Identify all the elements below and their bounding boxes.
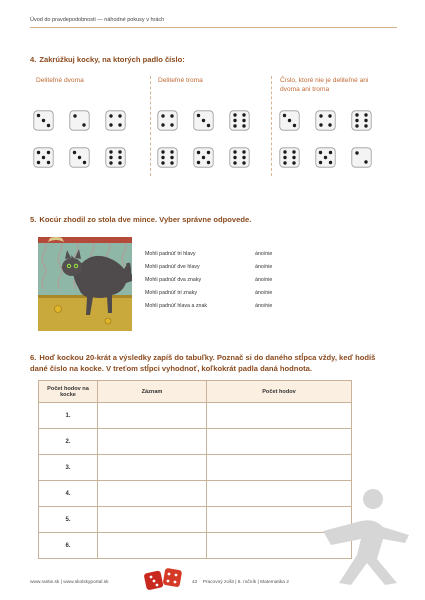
die-face-4[interactable] [157,110,178,131]
row-number: 4. [39,481,98,507]
die-face-4[interactable] [105,110,126,131]
task-6-instruction: Hoď kockou 20-krát a výsledky zapíš do tabuľky. Poznač si do daného stĺpca vždy, keď hodíš dané číslo na kocke. V treťom stĺpci vyhodnoť, koľkokrát padla daná hodnota. [30,353,376,373]
record-cell[interactable] [98,507,207,533]
die-face-6[interactable] [279,147,300,168]
die-face-3[interactable] [69,147,90,168]
row-number: 2. [39,429,98,455]
header-divider [30,27,397,28]
record-cell[interactable] [98,455,207,481]
footer-publication: Pracovný zošit | 6. ročník | Matematika 2 [202,580,289,585]
task-6-title [30,352,392,374]
record-cell[interactable] [98,429,207,455]
die-face-6[interactable] [229,110,250,131]
record-cell[interactable] [98,481,207,507]
statement-5: Mohli padnúť hlava a znak [145,303,208,309]
table-row [39,455,352,481]
answer-choice-3[interactable]: áno/nie [255,277,273,283]
row-number: 1. [39,403,98,429]
column-divider [150,76,151,176]
footer-websites: www.rastie.sk | www.skolskyportal.sk [30,580,109,585]
die-face-5[interactable] [315,147,336,168]
table-row [39,481,352,507]
record-cell[interactable] [98,403,207,429]
die-face-5[interactable] [193,147,214,168]
die-face-3[interactable] [193,110,214,131]
task-4-number: 4. [30,55,37,64]
answer-choice-5[interactable]: áno/nie [255,303,273,309]
die-face-2[interactable] [69,110,90,131]
dice-results-table [38,380,352,559]
statement-1: Mohli padnúť tri hlavy [145,251,196,257]
red-dice-icon [143,566,185,592]
die-face-6[interactable] [157,147,178,168]
answer-choice-1[interactable]: áno/nie [255,251,273,257]
task-5-instruction: Kocúr zhodil zo stola dve mince. Vyber správne odpovede. [39,215,252,224]
row-number: 3. [39,455,98,481]
statement-4: Mohli padnúť tri znaky [145,290,198,296]
task-4-instruction: Zakrúžkuj kocky, na ktorých padlo číslo: [39,55,185,64]
die-face-6[interactable] [229,147,250,168]
statement-3: Mohli padnúť dva znaky [145,277,202,283]
table-header-row [39,381,352,403]
die-face-4[interactable] [315,110,336,131]
record-cell[interactable] [98,533,207,559]
die-face-6[interactable] [351,110,372,131]
task-6-number: 6. [30,353,37,362]
die-face-2[interactable] [351,147,372,168]
statement-2: Mohli padnúť dve hlavy [145,264,200,270]
task-5-number: 5. [30,215,37,224]
count-cell[interactable] [207,455,352,481]
table-row [39,429,352,455]
die-face-3[interactable] [33,110,54,131]
count-cell[interactable] [207,429,352,455]
task-4-title [30,55,185,64]
running-head: Úvod do pravdepodobnosti — náhodné pokusy v hrách [30,17,165,23]
footer-info [192,580,289,585]
table-row [39,403,352,429]
row-number: 5. [39,507,98,533]
answer-choice-4[interactable]: áno/nie [255,290,273,296]
page-number: 42 [192,580,198,585]
die-face-3[interactable] [279,110,300,131]
cat-illustration [38,237,132,331]
column-divider [271,76,272,176]
count-cell[interactable] [207,403,352,429]
publisher-logo [313,485,413,585]
header-record: Záznam [98,381,207,403]
answer-choice-2[interactable]: áno/nie [255,264,273,270]
category-not-divisible: Číslo, ktoré nie je deliteľné ani dvoma ani troma [280,77,369,93]
die-face-6[interactable] [105,147,126,168]
table-row [39,533,352,559]
row-number: 6. [39,533,98,559]
header-count: Počet hodov [207,381,352,403]
task-5-title [30,215,251,224]
table-row [39,507,352,533]
header-roll-count: Počet hodov na kocke [39,381,98,403]
category-divisible-by-three: Deliteľné troma [158,77,203,84]
die-face-5[interactable] [33,147,54,168]
category-divisible-by-two: Deliteľné dvoma [36,77,84,84]
